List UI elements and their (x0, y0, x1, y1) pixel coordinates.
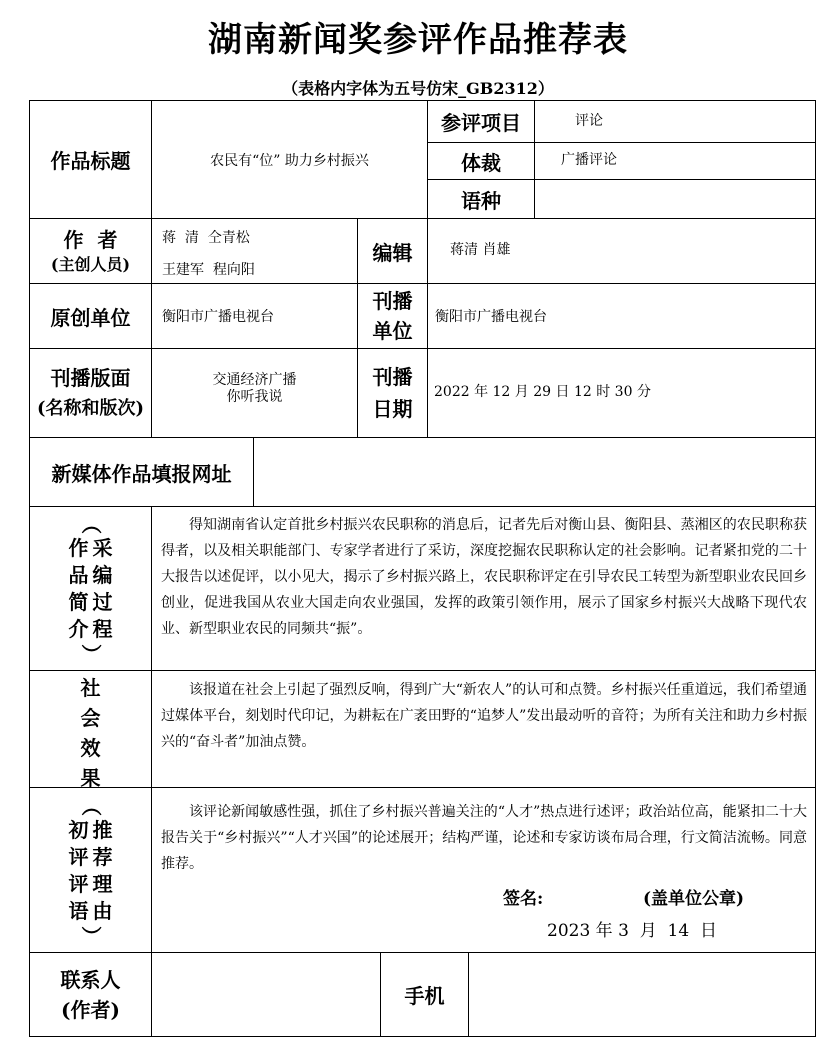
contact-label-1: 联系人 (60, 967, 121, 992)
category-value: 评论 (575, 112, 603, 129)
review-label-char: 评 (68, 845, 89, 869)
document-subtitle: （表格内字体为五号仿宋_GB2312） (282, 79, 554, 98)
effect-label-char: 效 (80, 736, 101, 760)
contact-value (152, 953, 380, 1036)
effect-label-char: 果 (80, 766, 101, 790)
publish-date-label-1: 刊播 (372, 365, 413, 389)
newmedia-value (254, 438, 815, 506)
process-label-col-2 (93, 535, 113, 643)
effect-label (30, 673, 151, 793)
process-label-columns (69, 535, 113, 643)
publish-date-label-cell (358, 349, 427, 437)
edition-sublabel: (名称和版次) (36, 398, 145, 419)
edition-label-cell (30, 349, 151, 437)
original-unit-value: 衡阳市广播电视台 (162, 309, 274, 325)
work-title-value: 农民有“位” 助力乡村振兴 (210, 152, 369, 169)
process-label-char: 编 (92, 563, 113, 587)
author-label: 作 者 (63, 228, 118, 252)
review-label-char: 推 (92, 818, 113, 842)
edition-label: 刊播版面 (50, 366, 131, 390)
review-label-char: 由 (92, 899, 113, 923)
review-label-char: 评 (68, 872, 89, 896)
review-paren-open: （ (78, 796, 103, 816)
edition-value-2: 你听我说 (226, 389, 283, 405)
language-label: 语种 (461, 188, 501, 213)
review-label-char: 语 (68, 899, 89, 923)
review-paren-close: ） (78, 926, 103, 946)
review-text: 该评论新闻敏感性强，抓住了乡村振兴普遍关注的“人才”热点进行述评；政治站位高，能紧扣二十大报告关于“乡村振兴”“人才兴国”的论述展开；结构严谨，论述和专家访谈布局合理，行文简洁流畅。同意推荐。 (161, 804, 807, 872)
phone-label: 手机 (404, 984, 445, 1008)
document-title: 湖南新闻奖参评作品推荐表 (208, 20, 628, 60)
category-label: 参评项目 (441, 111, 521, 135)
phone-value (469, 953, 815, 1036)
process-text: 得知湖南省认定首批乡村振兴农民职称的消息后，记者先后对衡山县、衡阳县、蒸湘区的农民职称获得者，以及相关职能部门、专家学者进行了采访，深度挖掘农民职称认定的社会影响。记者紧扣党的二十大报告以述促评，以小见大，揭示了乡村振兴路上，农民职称评定在引导农民工转型为新型职业农民回乡创业，促进我国从农业大国走向农业强国，发挥的政策引领作用，展示了国家乡村振兴大战略下现代农业、新型职业农民的同频共“振”。 (161, 517, 807, 637)
genre-value: 广播评论 (561, 152, 617, 168)
review-label-columns (69, 817, 113, 925)
contact-label-2: (作者) (61, 997, 120, 1022)
process-label-char: 程 (92, 617, 113, 641)
process-label-char: 过 (92, 590, 113, 614)
author-label-cell (30, 219, 151, 283)
editor-value: 蒋清 肖雄 (450, 242, 511, 258)
publish-date-value: 2022 年 12 月 29 日 12 时 30 分 (434, 384, 651, 400)
review-label (30, 795, 151, 947)
language-value (535, 180, 815, 218)
publish-unit-value: 衡阳市广播电视台 (435, 309, 547, 325)
newmedia-label: 新媒体作品填报网址 (51, 461, 232, 486)
process-label-char: 介 (68, 617, 89, 641)
effect-text: 该报道在社会上引起了强烈反响，得到广大“新农人”的认可和点赞。乡村振兴任重道远，我们希望通过媒体平台，刻划时代印记，为耕耘在广袤田野的“追梦人”发出最动听的音符；为所有关注和助力乡村振兴的“奋斗者”加油点赞。 (161, 682, 807, 750)
publish-unit-label-2: 单位 (372, 319, 413, 343)
process-label-char: 采 (92, 536, 113, 560)
review-label-char: 初 (68, 818, 89, 842)
publish-date-label-2: 日期 (372, 397, 413, 421)
effect-label-char: 会 (80, 706, 101, 730)
process-label-char: 作 (68, 536, 89, 560)
author-line-1: 蒋 清 仝青松 (162, 230, 250, 246)
genre-label: 体裁 (461, 150, 501, 175)
publish-unit-label-1: 刊播 (372, 289, 413, 313)
review-date: 2023 年 3 月 14 日 (547, 921, 717, 941)
edition-value-cell (152, 349, 357, 437)
review-label-char: 荐 (92, 845, 113, 869)
publish-unit-label-cell (358, 284, 427, 348)
work-title-label: 作品标题 (50, 149, 131, 173)
process-paren-close: ） (78, 644, 103, 664)
author-sublabel: (主创人员) (50, 255, 131, 274)
author-line-2: 王建军 程向阳 (162, 262, 255, 278)
signature-label: 签名: (503, 889, 544, 909)
review-label-char: 理 (92, 872, 113, 896)
process-label-char: 品 (68, 563, 89, 587)
process-label-char: 简 (68, 590, 89, 614)
review-label-col-1 (69, 817, 89, 925)
editor-label: 编辑 (372, 240, 413, 265)
review-label-col-2 (93, 817, 113, 925)
effect-label-char: 社 (80, 676, 101, 700)
original-unit-label: 原创单位 (50, 305, 131, 330)
contact-label-cell (30, 953, 151, 1036)
process-label (30, 513, 151, 665)
seal-label: (盖单位公章) (643, 889, 745, 909)
edition-value-1: 交通经济广播 (212, 372, 297, 388)
process-paren-open: （ (78, 514, 103, 534)
process-label-col-1 (69, 535, 89, 643)
